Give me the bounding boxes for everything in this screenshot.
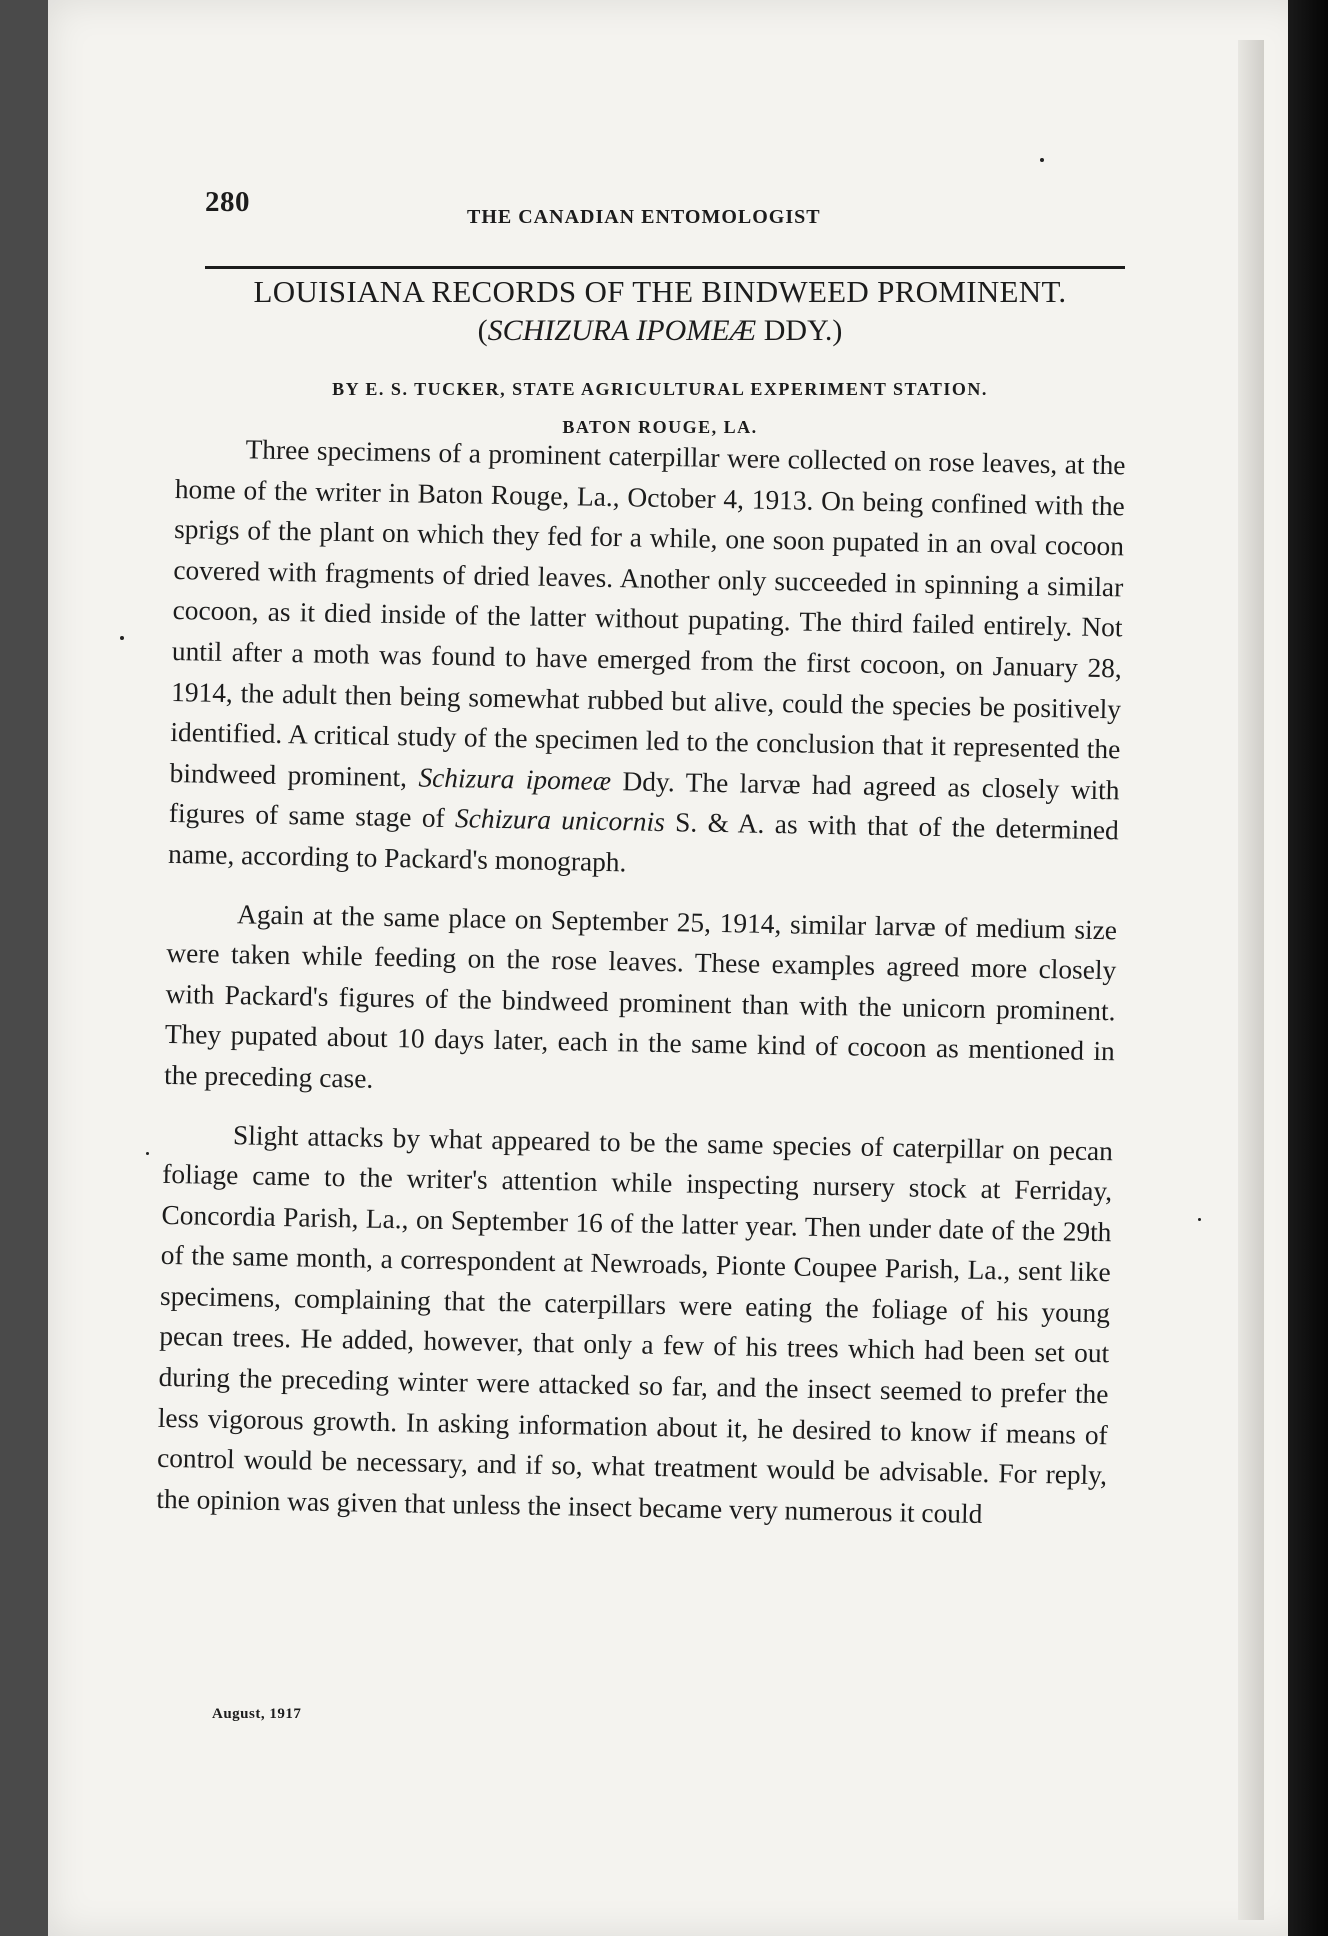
- running-head: THE CANADIAN ENTOMOLOGIST: [467, 206, 821, 228]
- subtitle-open: (: [477, 314, 488, 347]
- p1-species-2: Schizura unicornis: [454, 803, 666, 838]
- paragraph-2: Again at the same place on September 25, 1914, similar larvæ of medium size were taken while feeding on the rose leaves. These examples agreed more closely with Packard's figures of the bindweed prominent than with the unicorn prominent. They pupated about 10 days later, each in the same kind of cocoon as mentioned in the preceding case.: [163, 898, 1118, 1094]
- byline-author: BY E. S. TUCKER, STATE AGRICULTURAL EXPERIMENT STATION.: [332, 379, 988, 399]
- dust-speck: [1198, 1218, 1201, 1221]
- article-body: [156, 428, 1126, 1537]
- paragraph-3: Slight attacks by what appeared to be the same species of caterpillar on pecan foliage came to the writer's attention while inspecting nursery stock at Ferriday, Concordia Parish, La., on September 16 of the latter year. Then under date of the 29th of the same month, a correspondent at Newroads, Pionte Coupee Parish, La., sent like specimens, complaining that the caterpillars were eating the foliage of his young pecan trees. He added, however, that only a few of his trees which had been set out during the preceding winter were attacked so far, and the insect seemed to prefer the less vigorous growth. In asking information about it, he desired to know if means of control would be necessary, and if so, what treatment would be advisable. For reply, the opinion was given that unless the insect became very numerous it could: [156, 1119, 1114, 1529]
- article-heading: [190, 272, 1130, 446]
- dust-speck: [146, 1152, 149, 1155]
- page-number: 280: [205, 186, 250, 218]
- subtitle-close: DDY.): [756, 314, 843, 347]
- book-spine: [1288, 0, 1328, 1936]
- p1-species-1: Schizura ipomeæ: [418, 762, 612, 796]
- header-rule: [205, 266, 1125, 269]
- dust-speck: [120, 636, 124, 640]
- paragraph-1: [168, 428, 1126, 892]
- byline-location: BATON ROUGE, LA.: [562, 417, 758, 437]
- subtitle-species: SCHIZURA IPOMEÆ: [487, 314, 757, 347]
- page-edge: [1238, 40, 1264, 1920]
- article-title: LOUISIANA RECORDS OF THE BINDWEED PROMINENT.: [253, 274, 1067, 309]
- dust-speck: [1040, 158, 1044, 162]
- page-header: [205, 186, 1125, 246]
- issue-date: August, 1917: [212, 1706, 302, 1722]
- p1-text-c: S. & A. as with that of the determined name, according to Packard's monograph.: [167, 807, 1120, 878]
- p1-text-a: Three specimens of a prominent caterpillar were collected on rose leaves, at the home of the writer in Baton Rouge, La., October 4, 1913. On being confined with the sprigs of the plant on which they fed for a while, one soon pupated in an oval cocoon covered with fragments of dried leaves. Another only succeeded in spinning a similar cocoon, as it died inside of the latter without pupating. The third failed entirely. Not until after a moth was found to have emerged from the first cocoon, on January 28, 1914, the adult then being somewhat rubbed but alive, could the species be positively identified. A critical study of the specimen led to the conclusion that it represented the bindweed prominent,: [169, 434, 1126, 793]
- article-subtitle: [190, 312, 1130, 350]
- p1-text-b: Ddy. The larvæ had agreed as closely with figures of same stage of: [168, 765, 1120, 834]
